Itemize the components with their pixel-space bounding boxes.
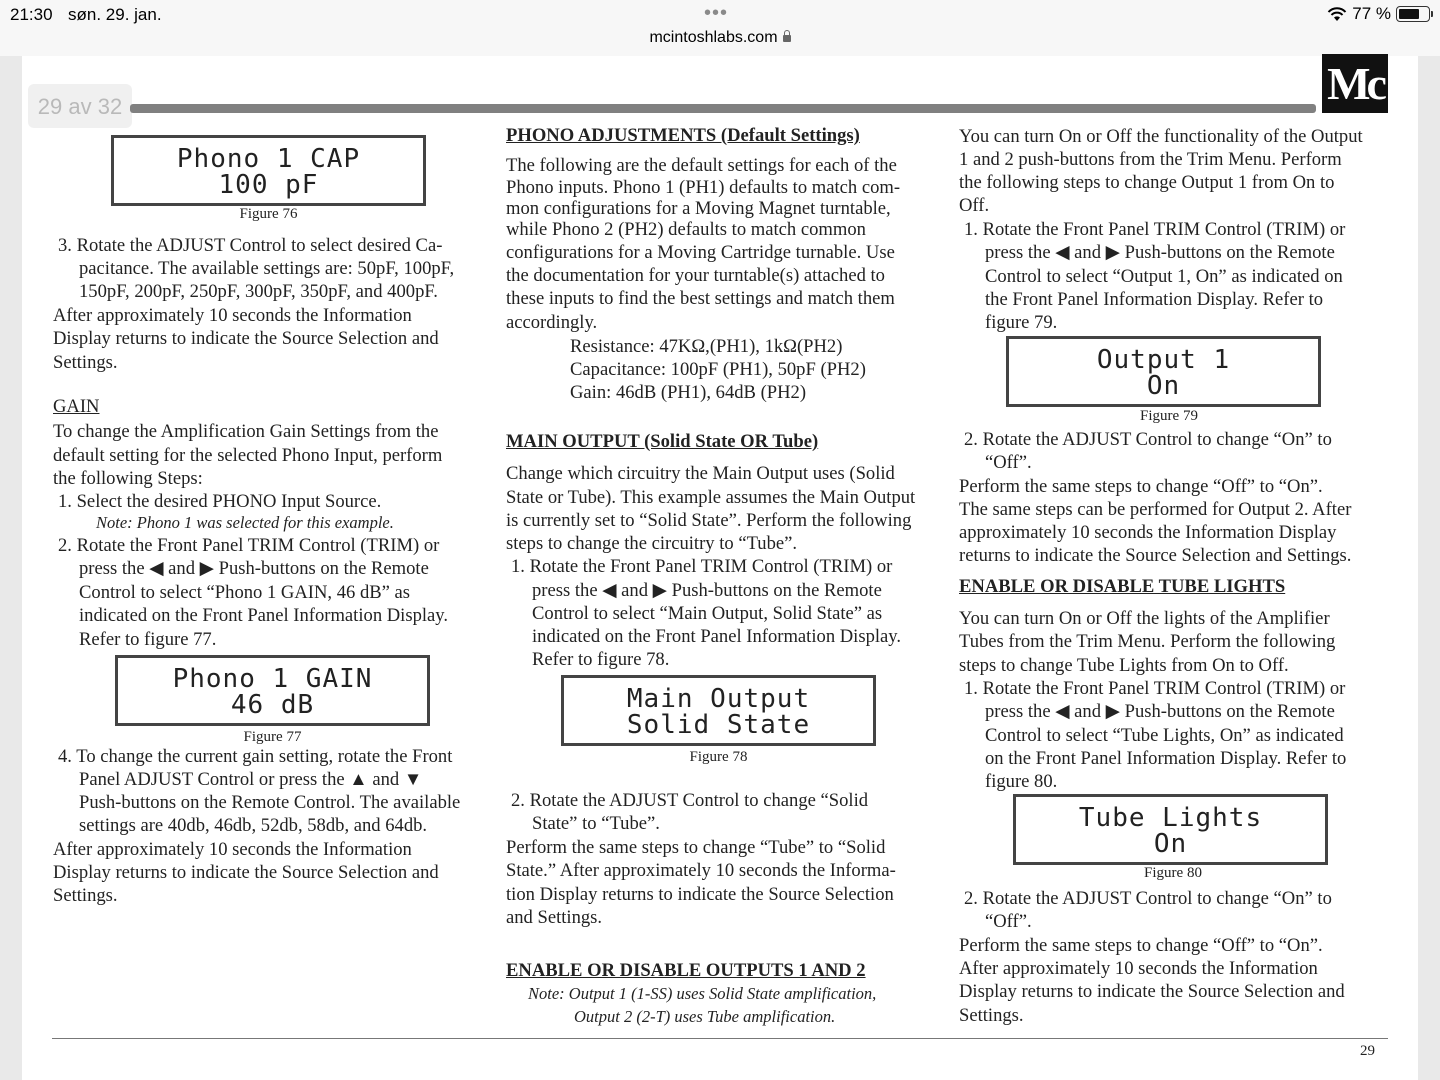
paragraph-line: steps to change Tube Lights from On to Off. (959, 655, 1289, 676)
paragraph-line: default setting for the selected Phono Input, perform (53, 445, 443, 466)
battery-icon (1396, 6, 1430, 22)
step-2-line: 2. Rotate the ADJUST Control to change “On” to (964, 888, 1332, 909)
paragraph-line: accordingly. (506, 312, 598, 333)
mcintosh-logo: Mc (1322, 54, 1388, 113)
spec-line: Capacitance: 100pF (PH1), 50pF (PH2) (570, 359, 866, 380)
lcd-line-1: Main Output (626, 684, 811, 714)
step-3-line: 150pF, 200pF, 250pF, 300pF, 350pF, and 400pF. (79, 281, 438, 302)
figure-caption: Figure 77 (243, 729, 302, 745)
step-1-line: 1. Select the desired PHONO Input Source. (58, 491, 382, 512)
page-counter[interactable]: 29 av 32 (28, 84, 132, 128)
paragraph-line: State.” After approximately 10 seconds the Informa- (506, 860, 896, 881)
step-2-line: “Off”. (985, 452, 1032, 473)
lcd-figure-76 (111, 135, 426, 206)
step-2-line: press the ◀ and ▶ Push-buttons on the Remote (79, 558, 429, 579)
footer-rule (52, 1038, 1388, 1039)
step-1-line: Refer to figure 78. (532, 649, 670, 670)
lcd-line-2: On (1146, 371, 1181, 401)
paragraph-line: Settings. (53, 885, 118, 906)
lcd-line-2: 46 dB (230, 690, 315, 720)
paragraph-line: the following steps to change Output 1 from On to (959, 172, 1335, 193)
paragraph-line: Tubes from the Trim Menu. Perform the following (959, 631, 1336, 652)
paragraph-line: while Phono 2 (PH2) defaults to match common (506, 219, 866, 240)
page-number: 29 (1360, 1043, 1375, 1059)
step-2-line: 2. Rotate the ADJUST Control to change “On” to (964, 429, 1332, 450)
step-3-line: 3. Rotate the ADJUST Control to select desired Ca- (58, 235, 443, 256)
figure-caption: Figure 78 (689, 749, 748, 765)
paragraph-line: After approximately 10 seconds the Information (53, 839, 412, 860)
wifi-icon (1327, 6, 1347, 22)
step-1-line: indicated on the Front Panel Information Display. (532, 626, 902, 647)
step-1-line: on the Front Panel Information Display. Refer to (985, 748, 1347, 769)
paragraph-line: Phono inputs. Phono 1 (PH1) defaults to match com- (506, 177, 901, 198)
lcd-figure-77 (115, 655, 430, 726)
address-url[interactable]: mcintoshlabs.com (649, 29, 778, 46)
lcd-line-1: Phono 1 GAIN (172, 664, 373, 694)
paragraph-line: 1 and 2 push-buttons from the Trim Menu. Perform (959, 149, 1342, 170)
step-1-line: figure 79. (985, 312, 1058, 333)
step-2-line: “Off”. (985, 911, 1032, 932)
paragraph-line: After approximately 10 seconds the Information (53, 305, 412, 326)
lcd-line-1: Phono 1 CAP (176, 144, 361, 174)
figure-caption: Figure 76 (239, 206, 298, 222)
note: Note: Phono 1 was selected for this example. (96, 513, 394, 532)
step-2-line: 2. Rotate the ADJUST Control to change “Solid (511, 790, 869, 811)
step-1-line: Control to select “Output 1, On” as indicated on (985, 266, 1343, 287)
step-1-line: figure 80. (985, 771, 1058, 792)
spec-line: Gain: 46dB (PH1), 64dB (PH2) (570, 382, 807, 403)
paragraph-line: The following are the default settings for each of the (506, 155, 897, 176)
paragraph-line: Display returns to indicate the Source Selection and (53, 328, 439, 349)
section-heading-gain: GAIN (53, 396, 100, 417)
step-1-line: 1. Rotate the Front Panel TRIM Control (TRIM) or (964, 678, 1346, 699)
lcd-line-2: 100 pF (218, 170, 319, 200)
section-heading-tube-lights: ENABLE OR DISABLE TUBE LIGHTS (959, 576, 1286, 597)
section-heading-main-output: MAIN OUTPUT (Solid State OR Tube) (506, 431, 819, 452)
paragraph-line: Perform the same steps to change “Off” to “On”. (959, 935, 1323, 956)
battery-fill (1399, 9, 1419, 19)
status-time: 21:30 (10, 5, 53, 24)
step-1-line: the Front Panel Information Display. Refer to (985, 289, 1324, 310)
paragraph-line: The same steps can be performed for Output 2. After (959, 499, 1352, 520)
paragraph-line: Perform the same steps to change “Tube” to “Solid (506, 837, 886, 858)
step-1-line: Control to select “Tube Lights, On” as indicated (985, 725, 1344, 746)
paragraph-line: the following Steps: (53, 468, 203, 489)
paragraph-line: To change the Amplification Gain Settings from the (53, 421, 439, 442)
paragraph-line: tion Display returns to indicate the Source Selection (506, 884, 894, 905)
paragraph-line: State or Tube). This example assumes the Main Output (506, 487, 916, 508)
step-2-line: State” to “Tube”. (532, 813, 660, 834)
step-4-line: Push-buttons on the Remote Control. The available (79, 792, 461, 813)
paragraph-line: Display returns to indicate the Source Selection and (53, 862, 439, 883)
status-indicators (1327, 4, 1430, 24)
lcd-figure-78 (561, 675, 876, 746)
paragraph-line: mon configurations for a Moving Magnet turntable, (506, 198, 891, 219)
lcd-figure-79 (1006, 336, 1321, 407)
paragraph-line: these inputs to find the best settings and match them (506, 288, 895, 309)
paragraph-line: You can turn On or Off the functionality of the Output (959, 126, 1363, 147)
status-date: søn. 29. jan. (68, 5, 162, 24)
paragraph-line: Off. (959, 195, 990, 216)
step-2-line: Control to select “Phono 1 GAIN, 46 dB” as (79, 582, 411, 603)
paragraph-line: the documentation for your turntable(s) attached to (506, 265, 885, 286)
paragraph-line: After approximately 10 seconds the Information (959, 958, 1318, 979)
step-3-line: pacitance. The available settings are: 50pF, 100pF, (79, 258, 455, 279)
paragraph-line: steps to change the circuitry to “Tube”. (506, 533, 798, 554)
lcd-line-1: Output 1 (1096, 345, 1231, 375)
paragraph-line: You can turn On or Off the lights of the Amplifier (959, 608, 1330, 629)
step-1-line: press the ◀ and ▶ Push-buttons on the Remote (985, 242, 1335, 263)
battery-percent: 77 % (1352, 4, 1391, 23)
lcd-line-1: Tube Lights (1078, 803, 1263, 833)
paragraph-line: Change which circuitry the Main Output uses (Solid (506, 463, 895, 484)
paragraph-line: Settings. (959, 1005, 1024, 1026)
section-heading-phono-adjustments: PHONO ADJUSTMENTS (Default Settings) (506, 125, 860, 146)
section-heading-enable-outputs: ENABLE OR DISABLE OUTPUTS 1 AND 2 (506, 960, 866, 981)
step-1-line: press the ◀ and ▶ Push-buttons on the Remote (985, 701, 1335, 722)
paragraph-line: is currently set to “Solid State”. Perform the following (506, 510, 912, 531)
spec-line: Resistance: 47KΩ,(PH1), 1kΩ(PH2) (570, 336, 843, 357)
step-4-line: 4. To change the current gain setting, rotate the Front (58, 746, 453, 767)
step-1-line: press the ◀ and ▶ Push-buttons on the Remote (532, 580, 882, 601)
step-2-line: Refer to figure 77. (79, 629, 217, 650)
step-1-line: 1. Rotate the Front Panel TRIM Control (TRIM) or (964, 219, 1346, 240)
paragraph-line: Display returns to indicate the Source Selection and (959, 981, 1345, 1002)
note: Output 2 (2-T) uses Tube amplification. (574, 1007, 836, 1026)
note: Note: Output 1 (1-SS) uses Solid State amplification, (528, 984, 877, 1003)
lcd-line-2: Solid State (626, 710, 811, 740)
status-bar (0, 0, 1440, 57)
more-dots-icon[interactable]: ••• (704, 2, 729, 24)
paragraph-line: configurations for a Moving Cartridge turnable. Use (506, 242, 895, 263)
lock-icon (783, 35, 791, 42)
figure-caption: Figure 79 (1140, 408, 1198, 424)
step-4-line: Panel ADJUST Control or press the ▲ and ▼ (79, 769, 423, 790)
figure-caption: Figure 80 (1144, 865, 1202, 881)
paragraph-line: Settings. (53, 352, 118, 373)
lcd-figure-80 (1013, 794, 1328, 865)
paragraph-line: approximately 10 seconds the Information Display (959, 522, 1337, 543)
step-1-line: 1. Rotate the Front Panel TRIM Control (TRIM) or (511, 556, 893, 577)
step-1-line: Control to select “Main Output, Solid State” as (532, 603, 883, 624)
address-bar[interactable] (0, 29, 1440, 47)
paragraph-line: and Settings. (506, 907, 603, 928)
paragraph-line: Perform the same steps to change “Off” to “On”. (959, 476, 1323, 497)
header-rule (130, 104, 1316, 113)
paragraph-line: returns to indicate the Source Selection and Settings. (959, 545, 1352, 566)
step-4-line: settings are 40db, 46db, 52db, 58db, and 64db. (79, 815, 428, 836)
step-2-line: indicated on the Front Panel Information Display. (79, 605, 449, 626)
step-2-line: 2. Rotate the Front Panel TRIM Control (TRIM) or (58, 535, 440, 556)
lcd-line-2: On (1153, 829, 1188, 859)
